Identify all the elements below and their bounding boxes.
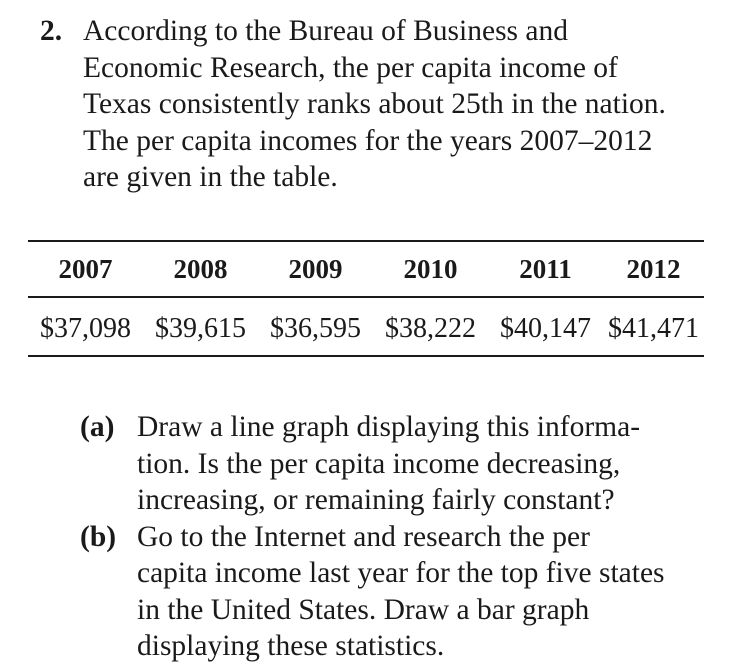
subpart-line: Go to the Internet and research the per <box>137 520 590 553</box>
income-cell: $36,595 <box>270 313 361 344</box>
subpart-text <box>137 409 720 519</box>
year-header: 2010 <box>403 254 458 284</box>
problem-line: Texas consistently ranks about 25th in the nation. <box>83 88 666 120</box>
subpart-label: (b) <box>80 520 117 553</box>
year-header: 2012 <box>626 254 681 284</box>
subpart-line: tion. Is the per capita income decreasing, <box>137 447 621 480</box>
problem-line: The per capita incomes for the years 2007–2012 <box>83 124 653 157</box>
problem-number: 2. <box>40 15 63 47</box>
subpart-line: capita income last year for the top five states <box>137 557 665 589</box>
problem-statement <box>83 13 723 196</box>
income-cell: $38,222 <box>385 313 476 344</box>
subpart-b <box>80 519 720 665</box>
year-header: 2011 <box>519 254 572 284</box>
subpart-line: displaying these statistics. <box>137 630 445 662</box>
year-header: 2007 <box>58 254 113 284</box>
subpart-text <box>137 519 720 665</box>
income-cell: $39,615 <box>155 313 246 344</box>
income-cell: $40,147 <box>500 313 591 344</box>
table-header-rule <box>28 296 704 298</box>
subpart-line: Draw a line graph displaying this informa- <box>137 411 641 443</box>
income-cell: $41,471 <box>608 313 699 344</box>
year-header: 2008 <box>173 254 228 284</box>
subpart-a <box>80 409 720 519</box>
problem-line: are given in the table. <box>83 161 338 193</box>
subpart-line: increasing, or remaining fairly constant? <box>137 484 615 516</box>
year-header: 2009 <box>288 254 343 284</box>
problem-line: Economic Research, the per capita income of <box>83 51 618 84</box>
table-top-rule <box>28 240 704 242</box>
subpart-label: (a) <box>80 411 115 443</box>
subpart-line: in the United States. Draw a bar graph <box>137 593 590 626</box>
income-cell: $37,098 <box>40 313 131 344</box>
table-bottom-rule <box>28 355 704 357</box>
problem-line: According to the Bureau of Business and <box>83 15 569 47</box>
subparts-list <box>80 409 720 665</box>
